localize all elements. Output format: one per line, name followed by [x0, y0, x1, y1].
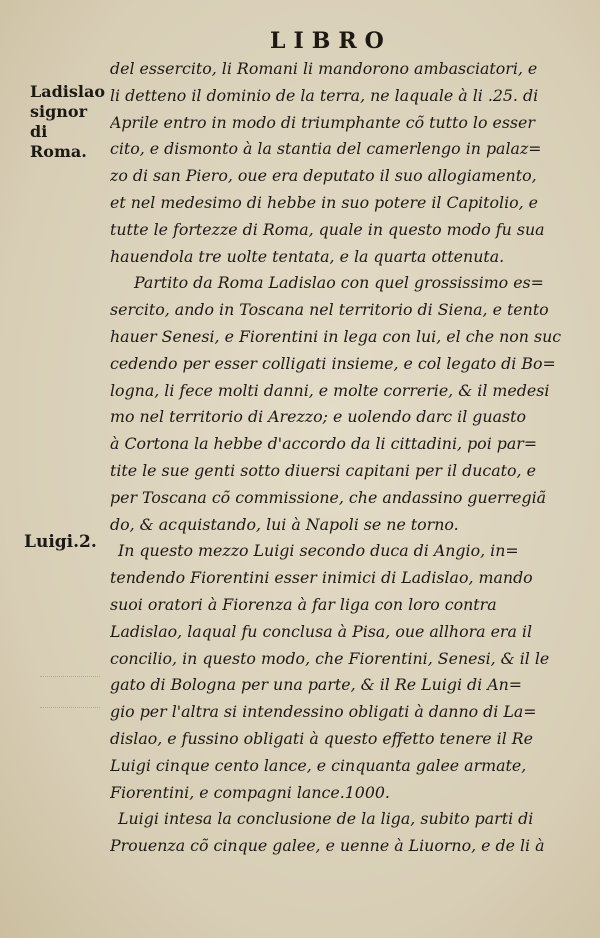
paragraph-start: Partito da Roma Ladislao con quel grossissimo es= [134, 273, 544, 293]
text-line: mo nel territorio di Arezzo; e uolendo darc il guasto [110, 407, 526, 427]
text-line: suoi oratori à Fiorenza à far liga con loro contra [110, 594, 497, 614]
text-line: cedendo per esser colligati insieme, e col legato di Bo= [110, 353, 556, 373]
margin-note-ladislao: Ladislao signor di Roma. [30, 82, 106, 161]
paragraph-start: In questo mezzo Luigi secondo duca di Angio, in= [118, 541, 519, 561]
text-line: à Cortona la hebbe d'accordo da li cittadini, poi par= [110, 434, 538, 454]
text-line: Ladislao, laqual fu conclusa à Pisa, oue allhora era il [110, 621, 533, 641]
text-line: li detteno il dominio de la terra, ne laquale à li .25. di [110, 85, 539, 105]
text-line: logna, li fece molti danni, e molte correrie, & il medesi [110, 380, 550, 400]
text-block [110, 56, 565, 860]
text-line: hauendola tre uolte tentata, e la quarta ottenuta. [110, 246, 505, 266]
text-line: et nel medesimo di hebbe in suo potere il Capitolio, e [110, 192, 539, 212]
text-line: sercito, ando in Toscana nel territorio di Siena, e tento [110, 300, 549, 320]
text-line: Aprile entro in modo di triumphante cõ tutto lo esser [110, 112, 535, 132]
text-line: tite le sue genti sotto diuersi capitani per il ducato, e [110, 460, 536, 480]
text-line: Prouenza cõ cinque galee, e uenne à Liuorno, e de li à [110, 836, 545, 856]
margin-note-luigi: Luigi.2. [24, 532, 97, 552]
text-line: cito, e dismonto à la stantia del camerlengo in palaz= [110, 139, 542, 159]
text-line: Fiorentini, e compagni lance.1000. [110, 782, 390, 802]
text-line: gato di Bologna per una parte, & il Re Luigi di An= [110, 675, 523, 695]
text-line: del essercito, li Romani li mandorono ambasciatori, e [110, 59, 538, 78]
text-line: concilio, in questo modo, che Fiorentini, Senesi, & il le [110, 648, 550, 668]
bleed-through-marks [40, 676, 100, 738]
text-line: Luigi cinque cento lance, e cinquanta galee armate, [110, 755, 527, 775]
paragraph-start: Luigi intesa la conclusione de la liga, subito parti di [118, 809, 534, 829]
text-line: hauer Senesi, e Fiorentini in lega con lui, el che non suc [110, 326, 562, 346]
running-header: LIBRO [270, 28, 392, 54]
text-line: zo di san Piero, oue era deputato il suo allogiamento, [110, 166, 537, 186]
text-line: dislao, e fussino obligati à questo effetto tenere il Re [110, 728, 534, 748]
text-line: per Toscana cõ commissione, che andassino guerregiã [110, 487, 547, 507]
text-line: do, & acquistando, lui à Napoli se ne torno. [110, 514, 459, 534]
text-line: tendendo Fiorentini esser inimici di Ladislao, mando [110, 568, 533, 588]
text-line: tutte le fortezze di Roma, quale in questo modo fu sua [110, 219, 545, 239]
text-line: gio per l'altra si intendessino obligati à danno di La= [110, 702, 537, 722]
